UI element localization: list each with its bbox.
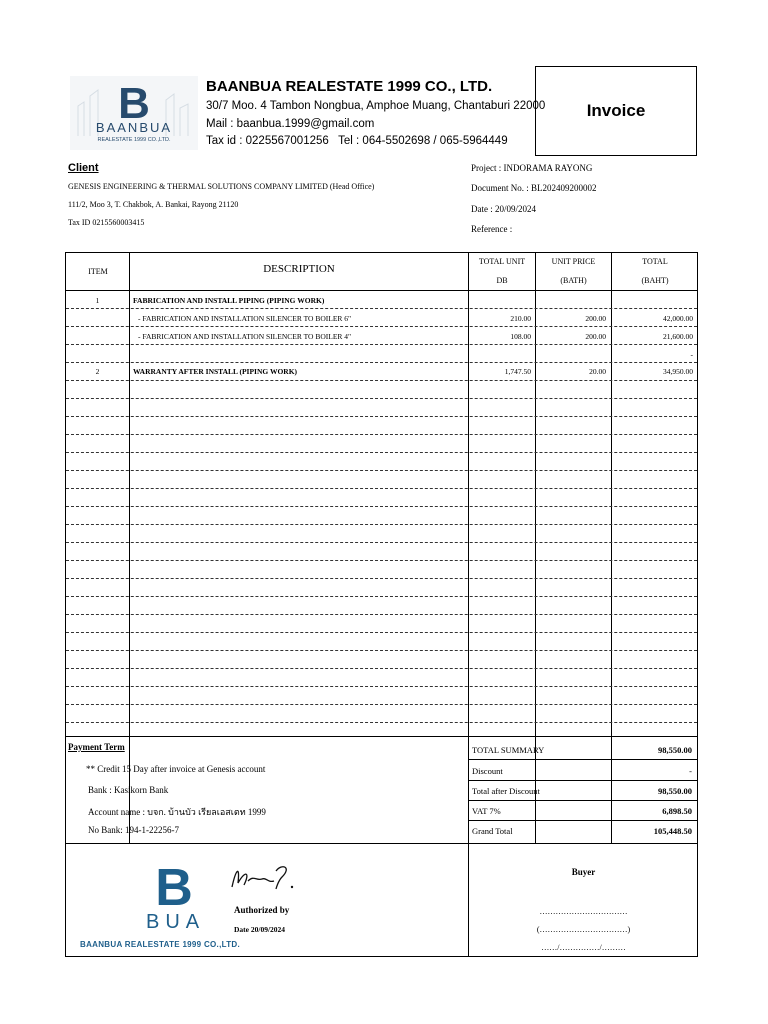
header-divider (66, 290, 697, 291)
document-number: Document No. : BL202409200002 (471, 183, 597, 193)
client-heading: Client (68, 162, 99, 174)
project-name: Project : INDORAMA RAYONG (471, 163, 593, 173)
company-address: 30/7 Moo. 4 Tambon Nongbua, Amphoe Muang, Chantaburi 22000 (206, 100, 546, 112)
after-discount-value: 98,550.00 (658, 786, 692, 796)
row-1-description: FABRICATION AND INSTALL PIPING (PIPING WORK) (133, 296, 325, 305)
company-logo (70, 76, 198, 150)
row-separator (66, 542, 697, 543)
header-total-unit-db: DB (496, 276, 508, 285)
row-separator (66, 488, 697, 489)
after-discount-label: Total after Discount (472, 786, 540, 796)
total-summary-label: TOTAL SUMMARY (472, 745, 545, 755)
client-taxid: Tax ID 0215560003415 (68, 218, 145, 227)
row-separator (66, 308, 697, 309)
summary-line (468, 759, 697, 760)
row-separator (66, 452, 697, 453)
row-2-description: - FABRICATION AND INSTALLATION SILENCER TO BOILER 6" (138, 314, 352, 323)
header-item: ITEM (88, 267, 108, 276)
discount-label: Discount (472, 766, 503, 776)
row-3-unit: 108.00 (510, 332, 531, 341)
header-description: DESCRIPTION (263, 263, 335, 275)
row-separator (66, 650, 697, 651)
signature-divider (66, 843, 697, 844)
discount-value: - (689, 766, 692, 776)
row-separator (66, 596, 697, 597)
row-separator (66, 506, 697, 507)
buyer-title: Buyer (571, 867, 596, 877)
row-5-unit: 1,747.50 (504, 367, 531, 376)
footer-logo-company: BAANBUA REALESTATE 1999 CO.,LTD. (80, 940, 240, 949)
logo-sub: REALESTATE 1999 CO.,LTD. (97, 137, 171, 143)
summary-line (468, 800, 697, 801)
row-separator (66, 722, 697, 723)
items-bottom-divider (66, 736, 697, 737)
row-separator (66, 416, 697, 417)
authorized-date: Date 20/09/2024 (234, 925, 286, 934)
row-separator (66, 344, 697, 345)
total-summary-value: 98,550.00 (658, 745, 692, 755)
svg-text:B: B (118, 79, 150, 128)
buyer-divider (468, 843, 469, 957)
logo-name: BAANBUA (95, 120, 173, 135)
row-2-total: 42,000.00 (663, 314, 693, 323)
buyer-date-line: ……/……………/……… (541, 943, 626, 952)
grand-total-value: 105,448.50 (653, 826, 692, 836)
row-5-item: 2 (95, 367, 100, 376)
row-5-price: 20.00 (589, 367, 606, 376)
company-taxid-tel: Tax id : 0225567001256 Tel : 064-5502698 / 065-5964449 (206, 135, 508, 147)
authorized-by: Authorized by (234, 905, 290, 915)
payment-bank-number: No Bank: 194-1-22256-7 (88, 825, 179, 835)
footer-logo-mark (148, 861, 200, 911)
client-address: 111/2, Moo 3, T. Chakbok, A. Bankai, Rayong 21120 (68, 200, 239, 209)
row-3-price: 200.00 (585, 332, 606, 341)
buyer-name-line: (……………………………) (536, 925, 631, 934)
summary-line (468, 820, 697, 821)
footer-logo-word: BUA (146, 911, 206, 933)
reference: Reference : (471, 224, 513, 234)
grand-total-label: Grand Total (472, 826, 513, 836)
buyer-signature-line: …………………………… (539, 907, 628, 916)
row-2-price: 200.00 (585, 314, 606, 323)
vat-value: 6,898.50 (662, 806, 692, 816)
payment-account-name: Account name : บจก. บ้านบัว เรียลเอสเตท 1999 (88, 807, 266, 817)
row-separator (66, 704, 697, 705)
header-unit-price: UNIT PRICE (551, 257, 596, 266)
summary-line (468, 780, 697, 781)
row-2-unit: 210.00 (510, 314, 531, 323)
invoice-table (65, 252, 698, 957)
payment-heading: Payment Term (68, 742, 125, 752)
column-divider (129, 253, 130, 843)
header-total: TOTAL (642, 257, 668, 266)
row-separator (66, 686, 697, 687)
vat-label: VAT 7% (472, 806, 501, 816)
row-separator (66, 578, 697, 579)
signature-image (226, 859, 306, 900)
document-date: Date : 20/09/2024 (471, 204, 536, 214)
row-5-description: WARRANTY AFTER INSTALL (PIPING WORK) (133, 367, 298, 376)
row-separator (66, 632, 697, 633)
payment-credit: ** Credit 15 Day after invoice at Genesis account (86, 764, 266, 774)
row-separator (66, 668, 697, 669)
header-total-unit: TOTAL UNIT (478, 257, 526, 266)
row-separator (66, 434, 697, 435)
payment-bank: Bank : Kasikorn Bank (88, 785, 169, 795)
row-4-total: - (690, 350, 693, 359)
company-mail: Mail : baanbua.1999@gmail.com (206, 118, 375, 130)
row-separator (66, 524, 697, 525)
company-name: BAANBUA REALESTATE 1999 CO., LTD. (206, 78, 493, 95)
row-3-description: - FABRICATION AND INSTALLATION SILENCER TO BOILER 4" (138, 332, 352, 341)
document-title: Invoice (535, 66, 697, 156)
row-1-item: 1 (95, 296, 100, 305)
header-total-baht: (BAHT) (641, 276, 669, 285)
row-separator (66, 326, 697, 327)
row-separator (66, 362, 697, 363)
row-separator (66, 470, 697, 471)
row-separator (66, 398, 697, 399)
row-separator (66, 614, 697, 615)
header-unit-price-bath: (BATH) (560, 276, 587, 285)
row-5-total: 34,950.00 (663, 367, 693, 376)
row-separator (66, 380, 697, 381)
summary-divider (468, 736, 469, 843)
row-separator (66, 560, 697, 561)
row-3-total: 21,600.00 (663, 332, 693, 341)
client-name: GENESIS ENGINEERING & THERMAL SOLUTIONS COMPANY LIMITED (Head Office) (68, 182, 375, 191)
footer-logo-b-glyph: B (155, 861, 193, 911)
